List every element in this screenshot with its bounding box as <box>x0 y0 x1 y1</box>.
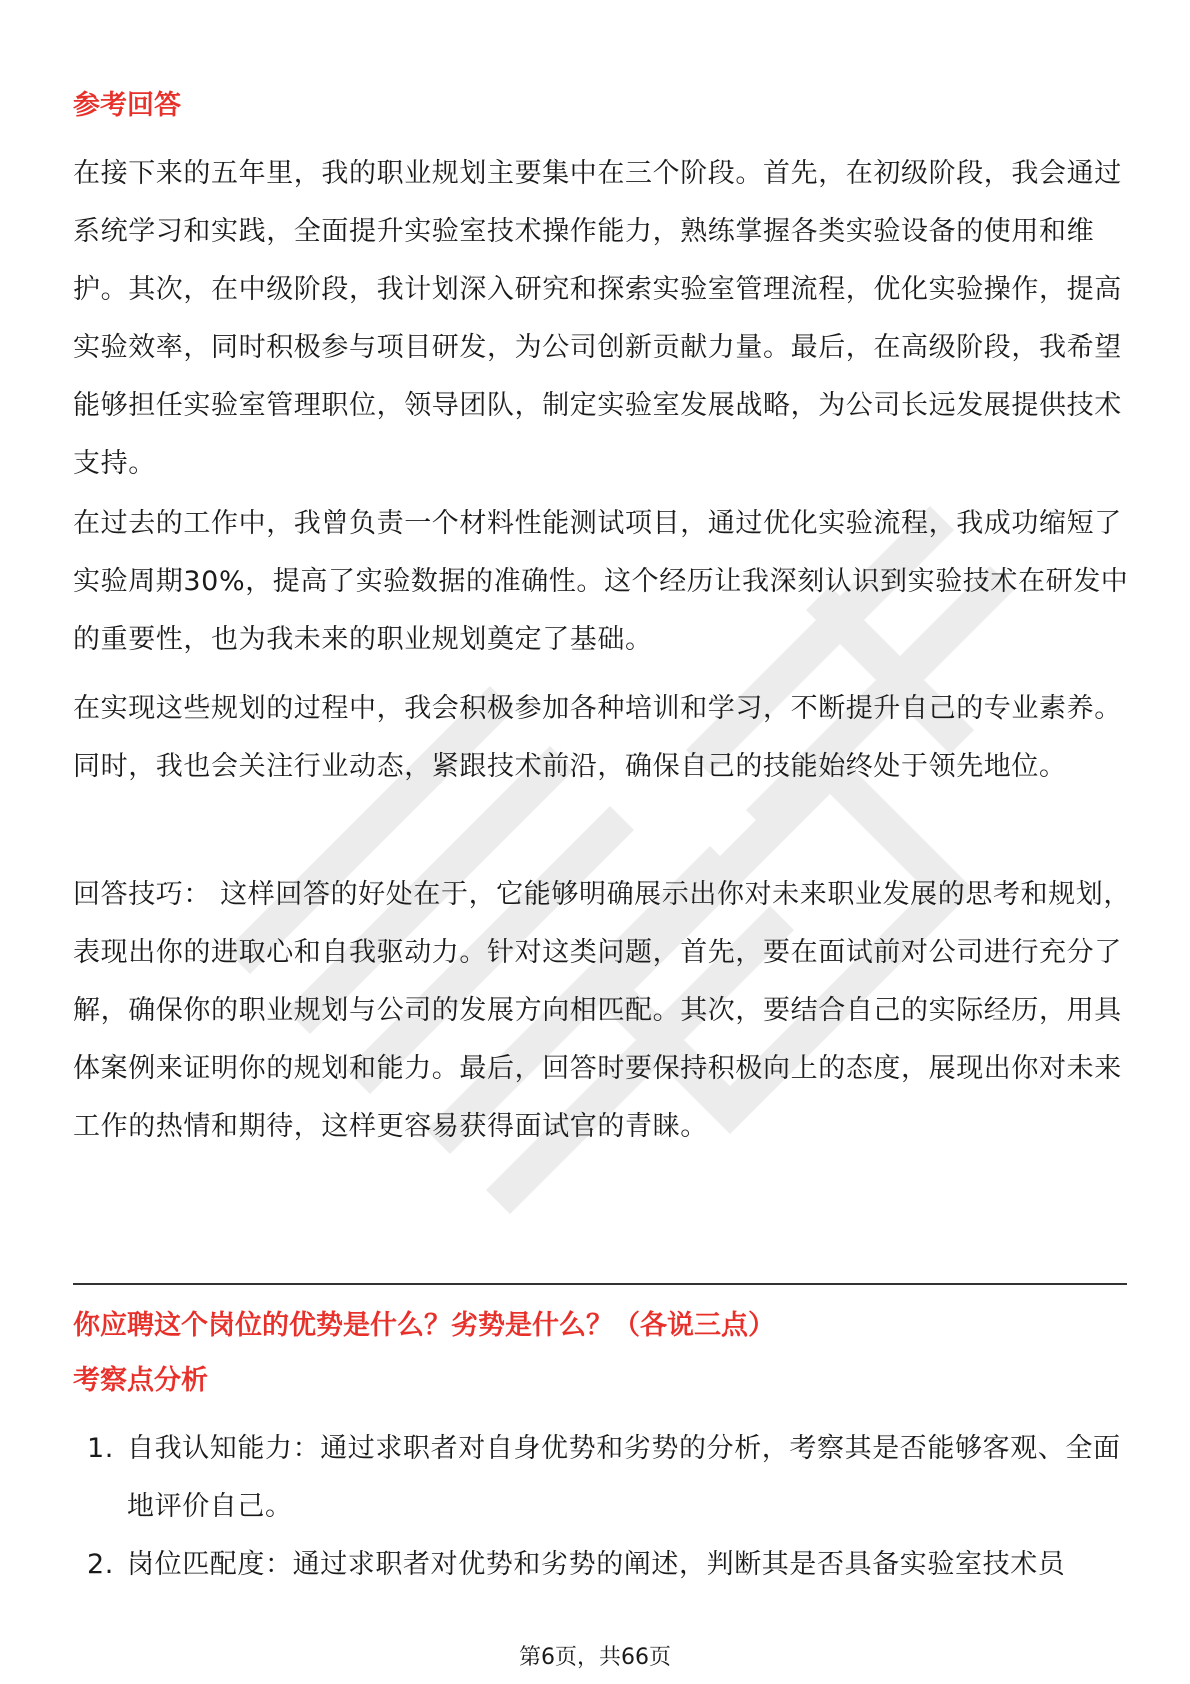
question-heading: 你应聘这个岗位的优势是什么？劣势是什么？（各说三点） <box>73 1310 775 1341</box>
list-item <box>73 1420 1133 1536</box>
list-item <box>73 1536 1133 1594</box>
page-number-footer: 第6页，共66页 <box>519 1645 671 1670</box>
answer-paragraph-2 <box>73 495 1133 669</box>
list-item-text: 自我认知能力：通过求职者对自身优势和劣势的分析，考察其是否能够客观、全面地评价自己。 <box>127 1433 1121 1522</box>
paragraph-text: 在接下来的五年里，我的职业规划主要集中在三个阶段。首先，在初级阶段，我会通过系统学习和实践，全面提升实验室技术操作能力，熟练掌握各类实验设备的使用和维护。其次，在中级阶段，我计划深入研究和探索实验室管理流程，优化实验操作，提高实验效率，同时积极参与项目研发，为公司创新贡献力量。最后，在高级阶段，我希望能够担任实验室管理职位，领导团队，制定实验室发展战略，为公司长远发展提供技术支持。 <box>73 158 1122 479</box>
paragraph-text: 在过去的工作中，我曾负责一个材料性能测试项目，通过优化实验流程，我成功缩短了实验周期30%，提高了实验数据的准确性。这个经历让我深刻认识到实验技术在研发中的重要性，也为我未来的职业规划奠定了基础。 <box>73 508 1129 655</box>
analysis-heading: 考察点分析 <box>73 1365 208 1396</box>
analysis-list <box>73 1420 1133 1594</box>
paragraph-text: 回答技巧： 这样回答的好处在于，它能够明确展示出你对未来职业发展的思考和规划，表现出你的进取心和自我驱动力。针对这类问题，首先，要在面试前对公司进行充分了解，确保你的职业规划与公司的发展方向相匹配。其次，要结合自己的实际经历，用具体案例来证明你的规划和能力。最后，回答时要保持积极向上的态度，展现出你对未来工作的热情和期待，这样更容易获得面试官的青睐。 <box>73 879 1131 1142</box>
reference-answer-heading: 参考回答 <box>73 90 181 121</box>
list-number: 2. <box>87 1549 114 1580</box>
list-item-text: 岗位匹配度：通过求职者对优势和劣势的阐述，判断其是否具备实验室技术员 <box>127 1549 1066 1580</box>
list-number: 1. <box>87 1433 114 1464</box>
answer-paragraph-3 <box>73 680 1133 796</box>
paragraph-text: 在实现这些规划的过程中，我会积极参加各种培训和学习，不断提升自己的专业素养。同时，我也会关注行业动态，紧跟技术前沿，确保自己的技能始终处于领先地位。 <box>73 693 1122 782</box>
answer-paragraph-1 <box>73 145 1133 493</box>
section-divider <box>73 1283 1127 1285</box>
answer-tips-paragraph <box>73 866 1133 1156</box>
